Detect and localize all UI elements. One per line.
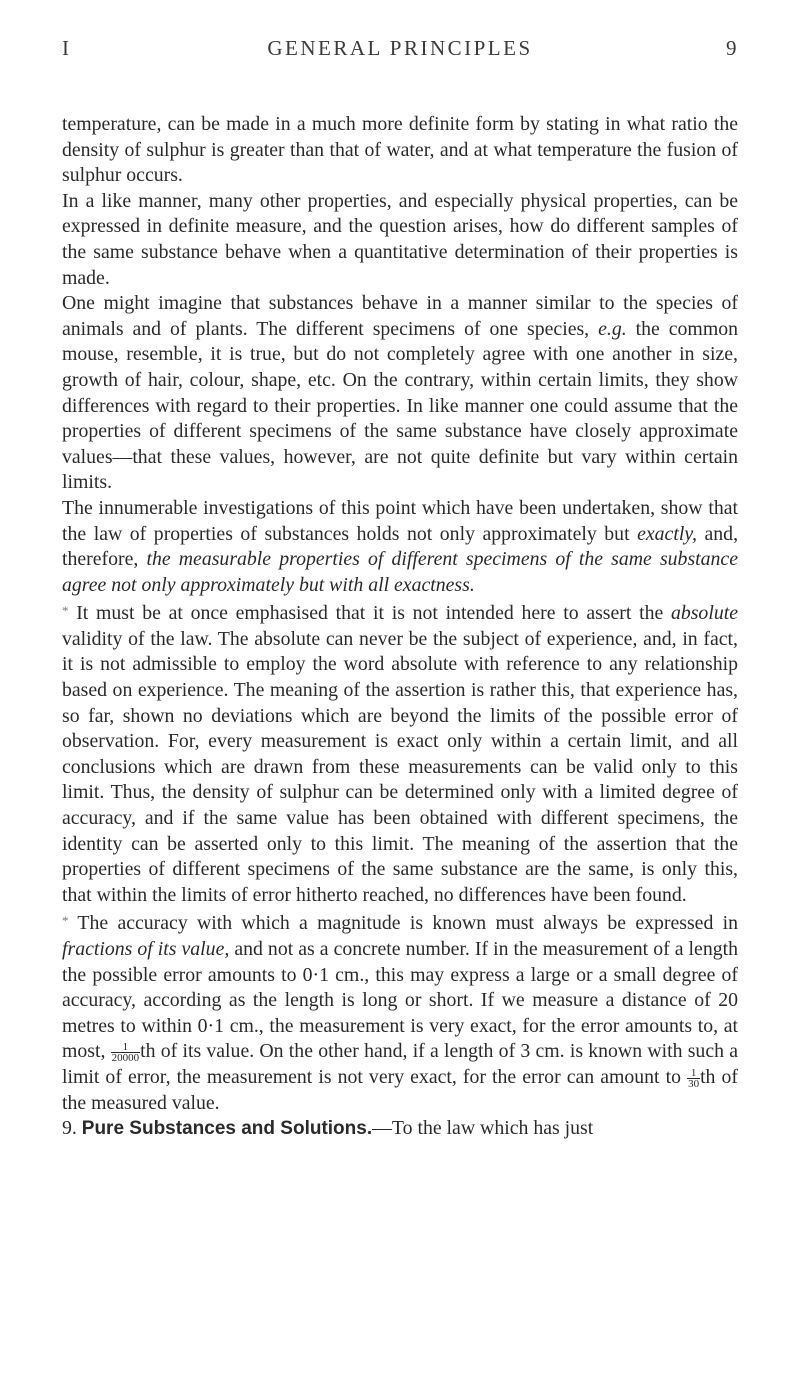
paragraph-1-text: temperature, can be made in a much more definite form by stating in what ratio the density of sulphur is greater than that of water, and at what temperature the fusion of sulphur occurs. [62,113,738,187]
fraction-one-thirtieth [687,1068,700,1089]
paragraph-3-text-b: the common mouse, resemble, it is true, but do not completely agree with one another in size, growth of hair, colour, shape, etc. On the contrary, within certain limits, they show differences with regard to their properties. In like manner one could assume that the properties of different specimens of the same substance have closely approximate values—that these values, however, are not quite definite but vary within certain limits. [62,317,738,494]
paragraph-5 [62,598,738,908]
paragraph-1 [62,112,738,189]
exactly-emphasis: exactly, [637,522,697,545]
footnote-star-marker: * [62,913,69,929]
paragraph-6-text-d: th of the measured value. [62,1065,738,1114]
paragraph-2-text: In a like manner, many other properties, and especially physical properties, can be expressed in definite measure, and the question arises, how do different samples of the same substance behave when a quantitative determination of their properties is made. [62,189,738,289]
footnote-star-marker: * [62,603,69,619]
paragraph-4-text-a: The innumerable investigations of this point which have been undertaken, show that the law of properties of substances holds not only approximately but [62,496,738,545]
page-number: 9 [726,36,738,60]
paragraph-7-text: —To the law which has just [372,1117,594,1140]
body-text [62,112,738,1142]
law-statement: the measurable properties of different specimens of the same substance agree not only approximately but with all exactness. [62,548,738,596]
paragraph-2 [62,189,738,291]
fraction-one-twenty-thousandth [111,1042,141,1063]
fraction-denominator: 30 [688,1077,700,1090]
paragraph-6-text-b: and not as a concrete number. If in the measurement of a length the possible error amounts to 0·1 cm., this may express a large or a small degree of accuracy, according as the length is long or short. If we measure a distance of 20 metres to within 0·1 cm., the measurement is very exact, for the error amounts to, at most, [62,938,738,1063]
paragraph-3 [62,291,738,496]
paragraph-6 [62,908,738,1116]
section-heading: Pure Substances and Solutions. [81,1118,373,1140]
fraction-denominator: 20000 [111,1052,140,1065]
paragraph-4 [62,496,738,598]
page-header [62,36,738,66]
absolute-emphasis: absolute [670,602,738,625]
eg-abbrev: e.g. [598,317,627,340]
paragraph-4-text-b: and, therefore, [62,522,739,571]
chapter-number: I [62,36,71,60]
running-title: GENERAL PRINCIPLES [267,36,533,60]
paragraph-5-text-a: It must be at once emphasised that it is not intended here to assert the [68,602,671,625]
paragraph-5-text-b: validity of the law. The absolute can never be the subject of experience, and, in fact, it is not admissible to employ the word absolute with reference to any relationship based on experience. The meaning of the assertion is rather this, that experience has, so far, shown no deviations which are beyond the limits of the possible error of observation. For, every measurement is exact only within a certain limit, and all conclusions which are drawn from these measurements can be valid only to this limit. Thus, the density of sulphur can be determined only with a limited degree of accuracy, and if the same value has been obtained with different specimens, the identity can be asserted only to this limit. The meaning of the assertion that the properties of different specimens of the same substance are the same, is only this, that within the limits of error hitherto reached, no differences have been found. [62,627,738,906]
paragraph-7 [62,1116,738,1142]
paragraph-3-text-a: One might imagine that substances behave in a manner similar to the species of animals and of plants. The different specimens of one species, [62,292,738,340]
paragraph-6-text-c: th of its value. On the other hand, if a length of 3 cm. is known with such a limit of error, the measurement is not very exact, for the error can amount to [62,1040,738,1088]
section-number: 9. [62,1117,82,1140]
fraction-numerator: 1 [687,1068,700,1079]
fractions-emphasis: fractions of its value, [62,938,230,960]
fraction-numerator: 1 [111,1042,141,1053]
paragraph-6-text-a: The accuracy with which a magnitude is known must always be expressed in [68,912,738,935]
